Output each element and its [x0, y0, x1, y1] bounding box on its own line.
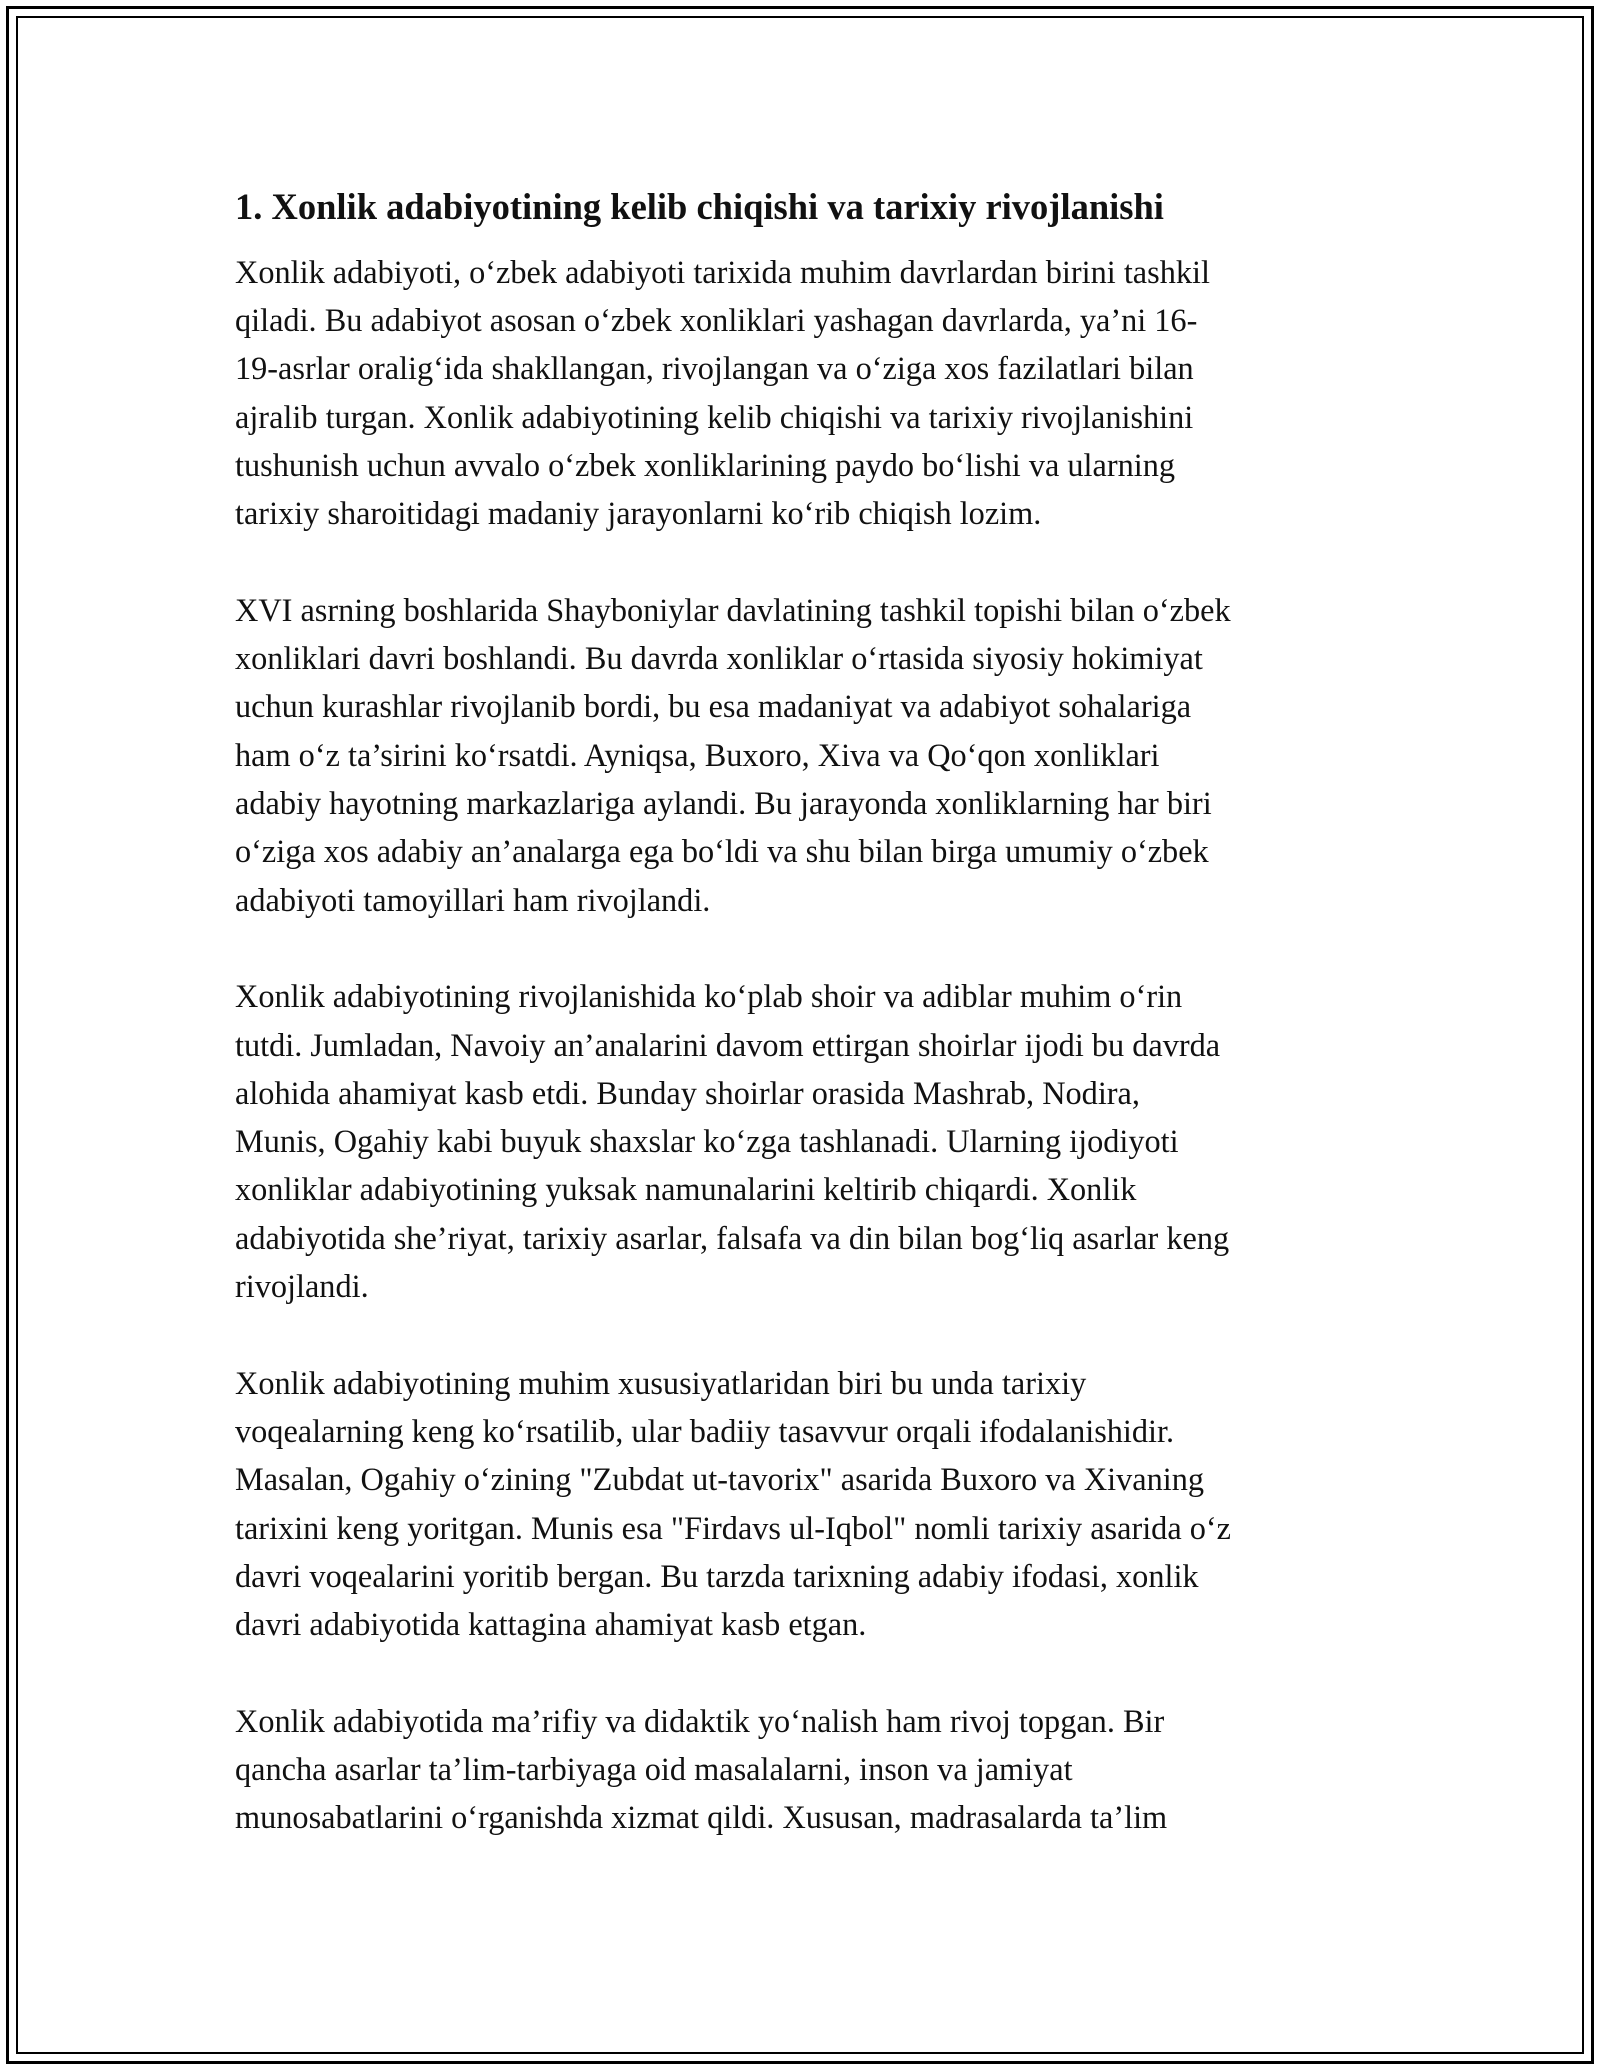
document-body [235, 185, 1375, 1890]
paragraph-line: 19-asrlar oralig‘ida shakllangan, rivojlangan va o‘ziga xos fazilatlari bilan [235, 350, 1194, 387]
paragraph-line: tarixiy sharoitidagi madaniy jarayonlarni ko‘rib chiqish lozim. [235, 495, 1042, 532]
paragraph-line: xonliklari davri boshlandi. Bu davrda xonliklar o‘rtasida siyosiy hokimiyat [235, 640, 1203, 677]
paragraph-1 [235, 248, 1375, 538]
paragraph-line: qancha asarlar ta’lim-tarbiyaga oid masalalarni, inson va jamiyat [235, 1751, 1073, 1787]
paragraph-2 [235, 586, 1375, 924]
paragraph-line: tutdi. Jumladan, Navoiy an’analarini davom ettirgan shoirlar ijodi bu davrda [235, 1026, 1221, 1063]
paragraph-line: davri adabiyotida kattagina ahamiyat kasb etgan. [235, 1606, 867, 1643]
paragraph-line: ajralib turgan. Xonlik adabiyotining kelib chiqishi va tarixiy rivojlanishini [235, 398, 1194, 435]
paragraph-line: davri voqealarini yoritib bergan. Bu tarzda tarixning adabiy ifodasi, xonlik [235, 1557, 1199, 1594]
paragraph-line: XVI asrning boshlarida Shayboniylar davlatining tashkil topishi bilan o‘zbek [235, 591, 1231, 628]
paragraph-line: tarixini keng yoritgan. Munis esa "Firdavs ul-Iqbol" nomli tarixiy asarida o‘z [235, 1509, 1231, 1546]
paragraph-line: adabiyotida she’riyat, tarixiy asarlar, falsafa va din bilan bog‘liq asarlar keng [235, 1219, 1230, 1256]
paragraph-line: xonliklar adabiyotining yuksak namunalarini keltirib chiqardi. Xonlik [235, 1171, 1137, 1208]
paragraph-line: uchun kurashlar rivojlanib bordi, bu esa madaniyat va adabiyot sohalariga [235, 688, 1192, 725]
paragraph-line: Xonlik adabiyotining muhim xususiyatlaridan biri bu unda tarixiy [235, 1364, 1087, 1401]
paragraph-line: Xonlik adabiyoti, o‘zbek adabiyoti tarixida muhim davrlardan birini tashkil [235, 253, 1210, 290]
paragraph-line: voqealarning keng ko‘rsatilib, ular badiiy tasavvur orqali ifodalanishidir. [235, 1412, 1175, 1449]
paragraph-5 [235, 1697, 1375, 1842]
paragraph-line: ham o‘z ta’sirini ko‘rsatdi. Ayniqsa, Buxoro, Xiva va Qo‘qon xonliklari [235, 736, 1160, 773]
paragraph-line: adabiy hayotning markazlariga aylandi. Bu jarayonda xonliklarning har biri [235, 785, 1212, 822]
paragraph-line: o‘ziga xos adabiy an’analarga ega bo‘ldi va shu bilan birga umumiy o‘zbek [235, 833, 1209, 870]
paragraph-line: munosabatlarini o‘rganishda xizmat qildi. Xususan, madrasalarda ta’lim [235, 1799, 1168, 1836]
paragraph-line: Masalan, Ogahiy o‘zining "Zubdat ut-tavorix" asarida Buxoro va Xivaning [235, 1461, 1205, 1498]
paragraph-line: adabiyoti tamoyillari ham rivojlandi. [235, 881, 711, 918]
section-heading: 1. Xonlik adabiyotining kelib chiqishi va tarixiy rivojlanishi [235, 186, 1164, 227]
paragraph-line: rivojlandi. [235, 1268, 369, 1305]
paragraph-line: qiladi. Bu adabiyot asosan o‘zbek xonliklari yashagan davrlarda, ya’ni 16- [235, 302, 1198, 339]
paragraph-line: Munis, Ogahiy kabi buyuk shaxslar ko‘zga tashlanadi. Ularning ijodiyoti [235, 1123, 1179, 1160]
paragraph-line: alohida ahamiyat kasb etdi. Bunday shoirlar orasida Mashrab, Nodira, [235, 1074, 1140, 1111]
paragraph-line: Xonlik adabiyotining rivojlanishida ko‘plab shoir va adiblar muhim o‘rin [235, 978, 1183, 1015]
paragraph-3 [235, 972, 1375, 1310]
paragraph-line: tushunish uchun avvalo o‘zbek xonliklarining paydo bo‘lishi va ularning [235, 446, 1176, 483]
paragraph-4 [235, 1359, 1375, 1649]
paragraph-line: Xonlik adabiyotida ma’rifiy va didaktik yo‘nalish ham rivoj topgan. Bir [235, 1702, 1165, 1739]
